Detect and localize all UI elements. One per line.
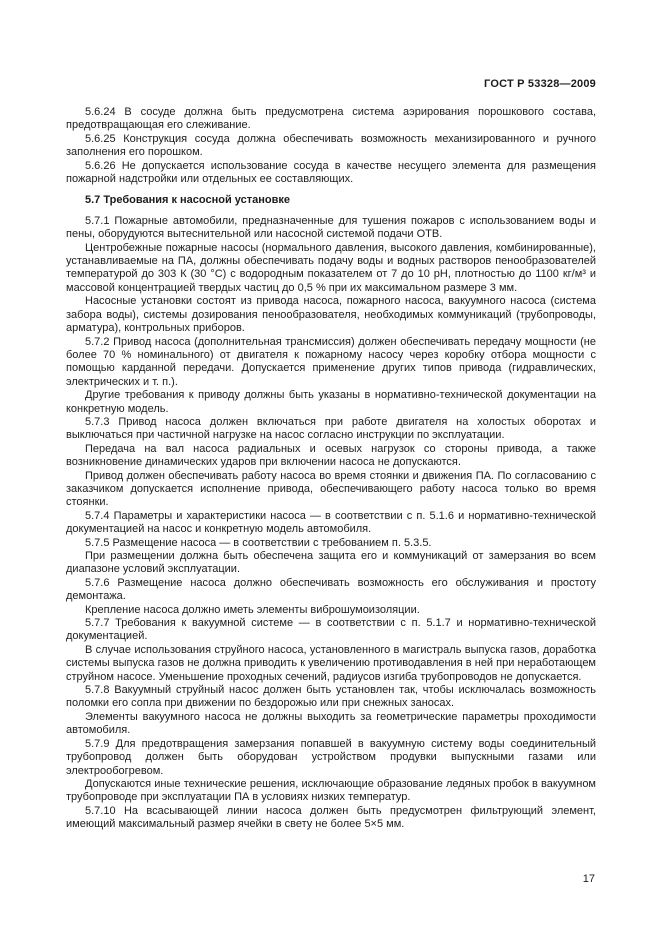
paragraph: При размещении должна быть обеспечена защита его и коммуникаций от замерзания во всем диапазоне условий эксплуатации. <box>66 550 596 576</box>
page-number: 17 <box>582 873 595 885</box>
paragraph: Элементы вакуумного насоса не должны выходить за геометрические параметры проходимости автомобиля. <box>66 710 596 737</box>
paragraph: Привод должен обеспечивать работу насоса во время стоянки и движения ПА. По согласованию с заказчиком допускается исполнение привода, обеспечивающего работу насоса только во время стоянки. <box>66 469 596 509</box>
paragraph: 5.7.8 Вакуумный струйный насос должен быть установлен так, чтобы исключалась возможность поломки его сопла при движении по бездорожью или при снежных заносах. <box>66 684 596 710</box>
paragraph: Передача на вал насоса радиальных и осевых нагрузок со стороны привода, а также возникновение динамических ударов при включении насоса не допускаются. <box>66 442 596 469</box>
paragraph: 5.6.26 Не допускается использование сосуда в качестве несущего элемента для размещения пожарной надстройки или отдельных ее составляющих. <box>66 159 596 186</box>
paragraph: 5.7.6 Размещение насоса должно обеспечивать возможность его обслуживания и простоту демонтажа. <box>66 576 596 603</box>
doc-header <box>66 78 596 90</box>
paragraph: Насосные установки состоят из привода насоса, пожарного насоса, вакуумного насоса (система забора воды), системы дозирования пенообразователя, необходимых коммуникаций (трубопроводы, арматура), контрольных приборов. <box>66 295 596 335</box>
document-content <box>66 106 596 832</box>
section-heading: 5.7 Требования к насосной установке <box>85 194 290 207</box>
paragraph: В случае использования струйного насоса, установленного в магистраль выпуска газов, доработка системы выпуска газов не должна приводить к увеличению противодавления в ней при неработающем струйном насосе. Уменьшение проходных сечений, радиусов изгиба трубопроводов не допускается. <box>66 643 596 683</box>
paragraph: Крепление насоса должно иметь элементы виброшумоизоляции. <box>85 603 420 616</box>
paragraph: 5.7.5 Размещение насоса — в соответствии с требованием п. 5.3.5. <box>85 536 432 549</box>
paragraph: Другие требования к приводу должны быть указаны в нормативно-технической документации на конкретную модель. <box>66 389 596 415</box>
paragraph: 5.7.2 Привод насоса (дополнительная трансмиссия) должен обеспечивать передачу мощности (не более 70 % номинального) от двигателя к пожарному насосу через коробку отбора мощности с помощью карданной передачи. Допускается применение других типов привода (гидравлических, электрических и т. п.). <box>66 335 596 388</box>
paragraph: 5.7.9 Для предотвращения замерзания попавшей в вакуумную систему воды соединительный трубопровод должен быть оборудован устройством продувки выпускными газами или электрообогревом. <box>66 737 596 777</box>
paragraph: 5.7.4 Параметры и характеристики насоса — в соответствии с п. 5.1.6 и нормативно-технической документацией на насос и конкретную модель автомобиля. <box>66 509 596 536</box>
paragraph: 5.7.7 Требования к вакуумной системе — в соответствии с п. 5.1.7 и нормативно-технической документацией. <box>66 617 596 643</box>
paragraph: 5.7.10 На всасывающей линии насоса должен быть предусмотрен фильтрующий элемент, имеющий максимальный размер ячейки в свету не более 5×5 мм. <box>66 804 596 831</box>
doc-number: ГОСТ Р 53328—2009 <box>484 78 596 90</box>
paragraph: 5.6.24 В сосуде должна быть предусмотрена система аэрирования порошкового состава, предотвращающая его слеживание. <box>66 106 596 132</box>
paragraph: 5.6.25 Конструкция сосуда должна обеспечивать возможность механизированного и ручного заполнения его порошком. <box>66 132 596 159</box>
paragraph: 5.7.1 Пожарные автомобили, предназначенные для тушения пожаров с использованием воды и пены, оборудуются вытеснительной или насосной системой подачи ОТВ. <box>66 214 596 241</box>
paragraph: Центробежные пожарные насосы (нормального давления, высокого давления, комбинированные), устанавливаемые на ПА, должны обеспечивать подачу воды и водных растворов пенообразователей температурой до 303 К (30 °С) с водородным показателем от 7 до 10 pH, плотностью до 1100 кг/м³ и массовой концентрацией твердых частиц до 0,5 % при их максимальном размере 3 мм. <box>66 241 596 294</box>
paragraph: 5.7.3 Привод насоса должен включаться при работе двигателя на холостых оборотах и выключаться при частичной нагрузке на насос согласно инструкции по эксплуатации. <box>66 415 596 442</box>
paragraph: Допускаются иные технические решения, исключающие образование ледяных пробок в вакуумном трубопроводе при эксплуатации ПА в условиях низких температур. <box>66 777 596 804</box>
doc-footer <box>583 873 595 885</box>
